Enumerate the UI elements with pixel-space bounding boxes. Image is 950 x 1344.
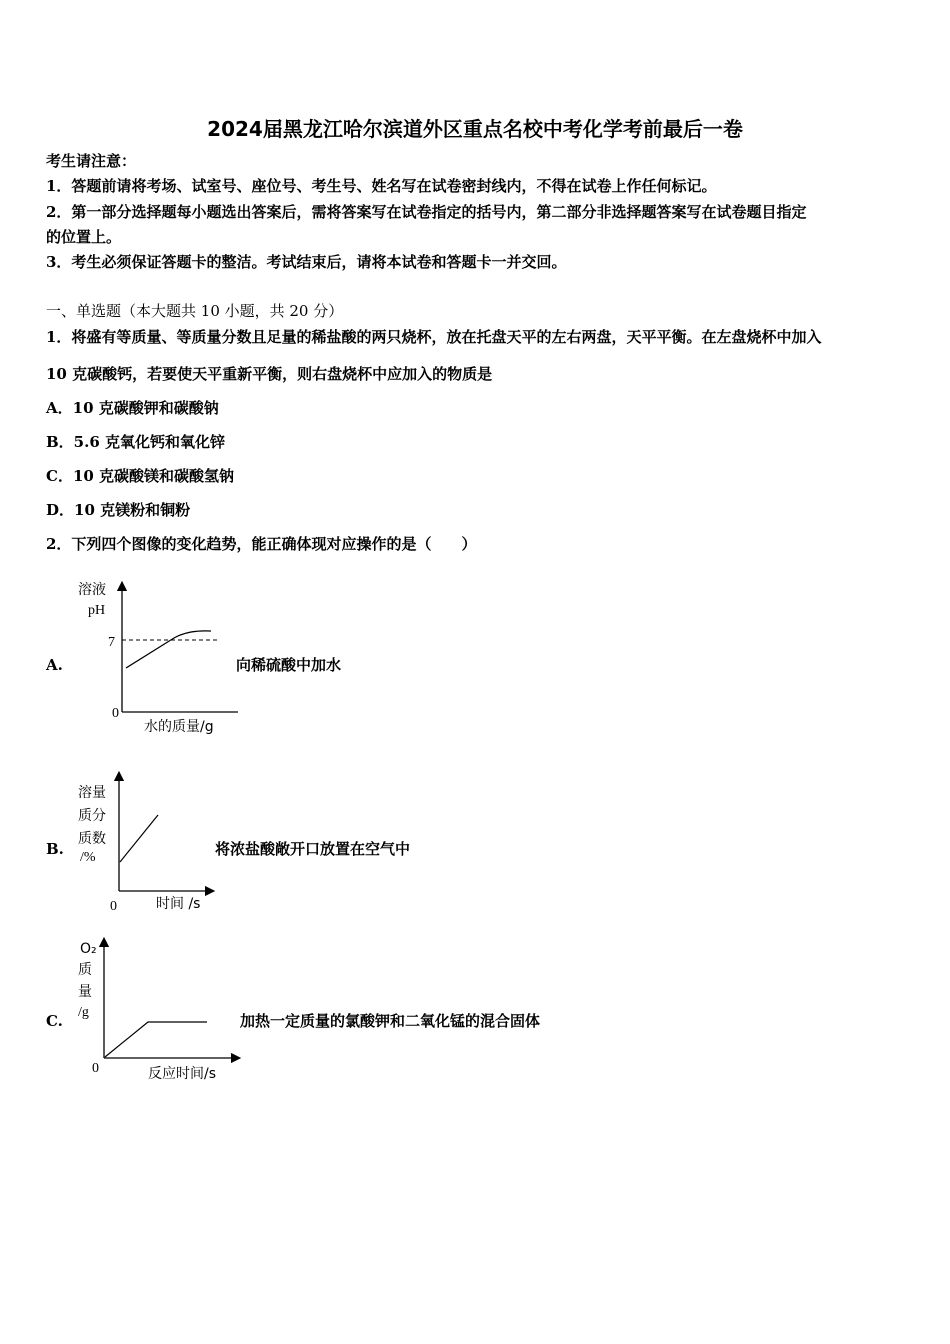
- q2-option-c-letter: C.: [46, 1012, 63, 1030]
- q2-stem: 2．下列四个图像的变化趋势，能正确体现对应操作的是（ ）: [46, 535, 477, 553]
- q1-option-d: D．10 克镁粉和铜粉: [46, 501, 191, 519]
- q2-graph-a-y-label-1: 溶液: [78, 582, 106, 598]
- q2-graph-c-y-label-2: 质: [78, 962, 92, 978]
- q2-option-b-description: 将浓盐酸敞开口放置在空气中: [215, 840, 411, 858]
- q2-graph-c: [70, 936, 250, 1082]
- q2-graph-c-y-label-3: 量: [78, 984, 92, 1000]
- q2-option-a-description: 向稀硫酸中加水: [236, 656, 342, 674]
- q2-option-c-description: 加热一定质量的氯酸钾和二氧化锰的混合固体: [240, 1012, 541, 1030]
- exam-title: 2024届黑龙江哈尔滨道外区重点名校中考化学考前最后一卷: [207, 117, 743, 141]
- q2-graph-c-y-label-1: O₂: [80, 941, 97, 957]
- q2-graph-b-y-label-4: /%: [80, 850, 96, 865]
- q2-graph-b-y-label-2: 质分: [78, 808, 106, 824]
- notice-item-2-continued: 的位置上。: [46, 228, 122, 246]
- q2-option-a-letter: A.: [46, 656, 63, 674]
- q1-option-c: C．10 克碳酸镁和碳酸氢钠: [46, 467, 235, 485]
- q2-graph-b: [70, 770, 220, 916]
- q2-graph-b-y-label-3: 质数: [78, 831, 106, 847]
- q1-stem-line-2: 10 克碳酸钙，若要使天平重新平衡，则右盘烧杯中应加入的物质是: [46, 365, 493, 383]
- q2-graph-a-y-label-2: pH: [88, 603, 106, 618]
- notice-item-3: 3．考生必须保证答题卡的整洁。考试结束后，请将本试卷和答题卡一并交回。: [46, 253, 567, 271]
- q2-option-b-letter: B.: [46, 840, 64, 858]
- q1-stem-line-1: 1．将盛有等质量、等质量分数且足量的稀盐酸的两只烧杯，放在托盘天平的左右两盘，天平平衡。在左盘烧杯中加入: [46, 328, 822, 346]
- q2-graph-b-line: [120, 815, 158, 862]
- q2-graph-b-y-label-1: 溶量: [78, 785, 106, 801]
- q1-option-b: B．5.6 克氧化钙和氧化锌: [46, 433, 225, 451]
- q2-graph-c-x-label: 反应时间/s: [148, 1066, 217, 1082]
- q2-graph-a-curve: [126, 631, 211, 668]
- q2-graph-c-line: [105, 1022, 207, 1057]
- q2-graph-a-origin: 0: [112, 706, 119, 721]
- notice-heading: 考生请注意：: [46, 152, 137, 170]
- notice-item-2: 2．第一部分选择题每小题选出答案后，需将答案写在试卷指定的括号内，第二部分非选择题答案写在试卷题目指定: [46, 203, 807, 221]
- section-heading: 一、单选题（本大题共 10 小题，共 20 分）: [46, 302, 344, 320]
- q2-graph-a: [70, 574, 240, 744]
- q2-graph-c-origin: 0: [92, 1061, 99, 1076]
- q2-graph-a-x-label: 水的质量/g: [144, 719, 214, 735]
- q2-graph-c-y-label-4: /g: [78, 1005, 89, 1020]
- notice-item-1: 1．答题前请将考场、试室号、座位号、考生号、姓名写在试卷密封线内，不得在试卷上作任何标记。: [46, 177, 717, 195]
- q1-option-a: A．10 克碳酸钾和碳酸钠: [46, 399, 219, 417]
- q2-graph-b-x-label: 时间 /s: [156, 896, 201, 912]
- q2-graph-b-origin: 0: [110, 899, 117, 914]
- q2-graph-a-ref-label: 7: [108, 635, 115, 650]
